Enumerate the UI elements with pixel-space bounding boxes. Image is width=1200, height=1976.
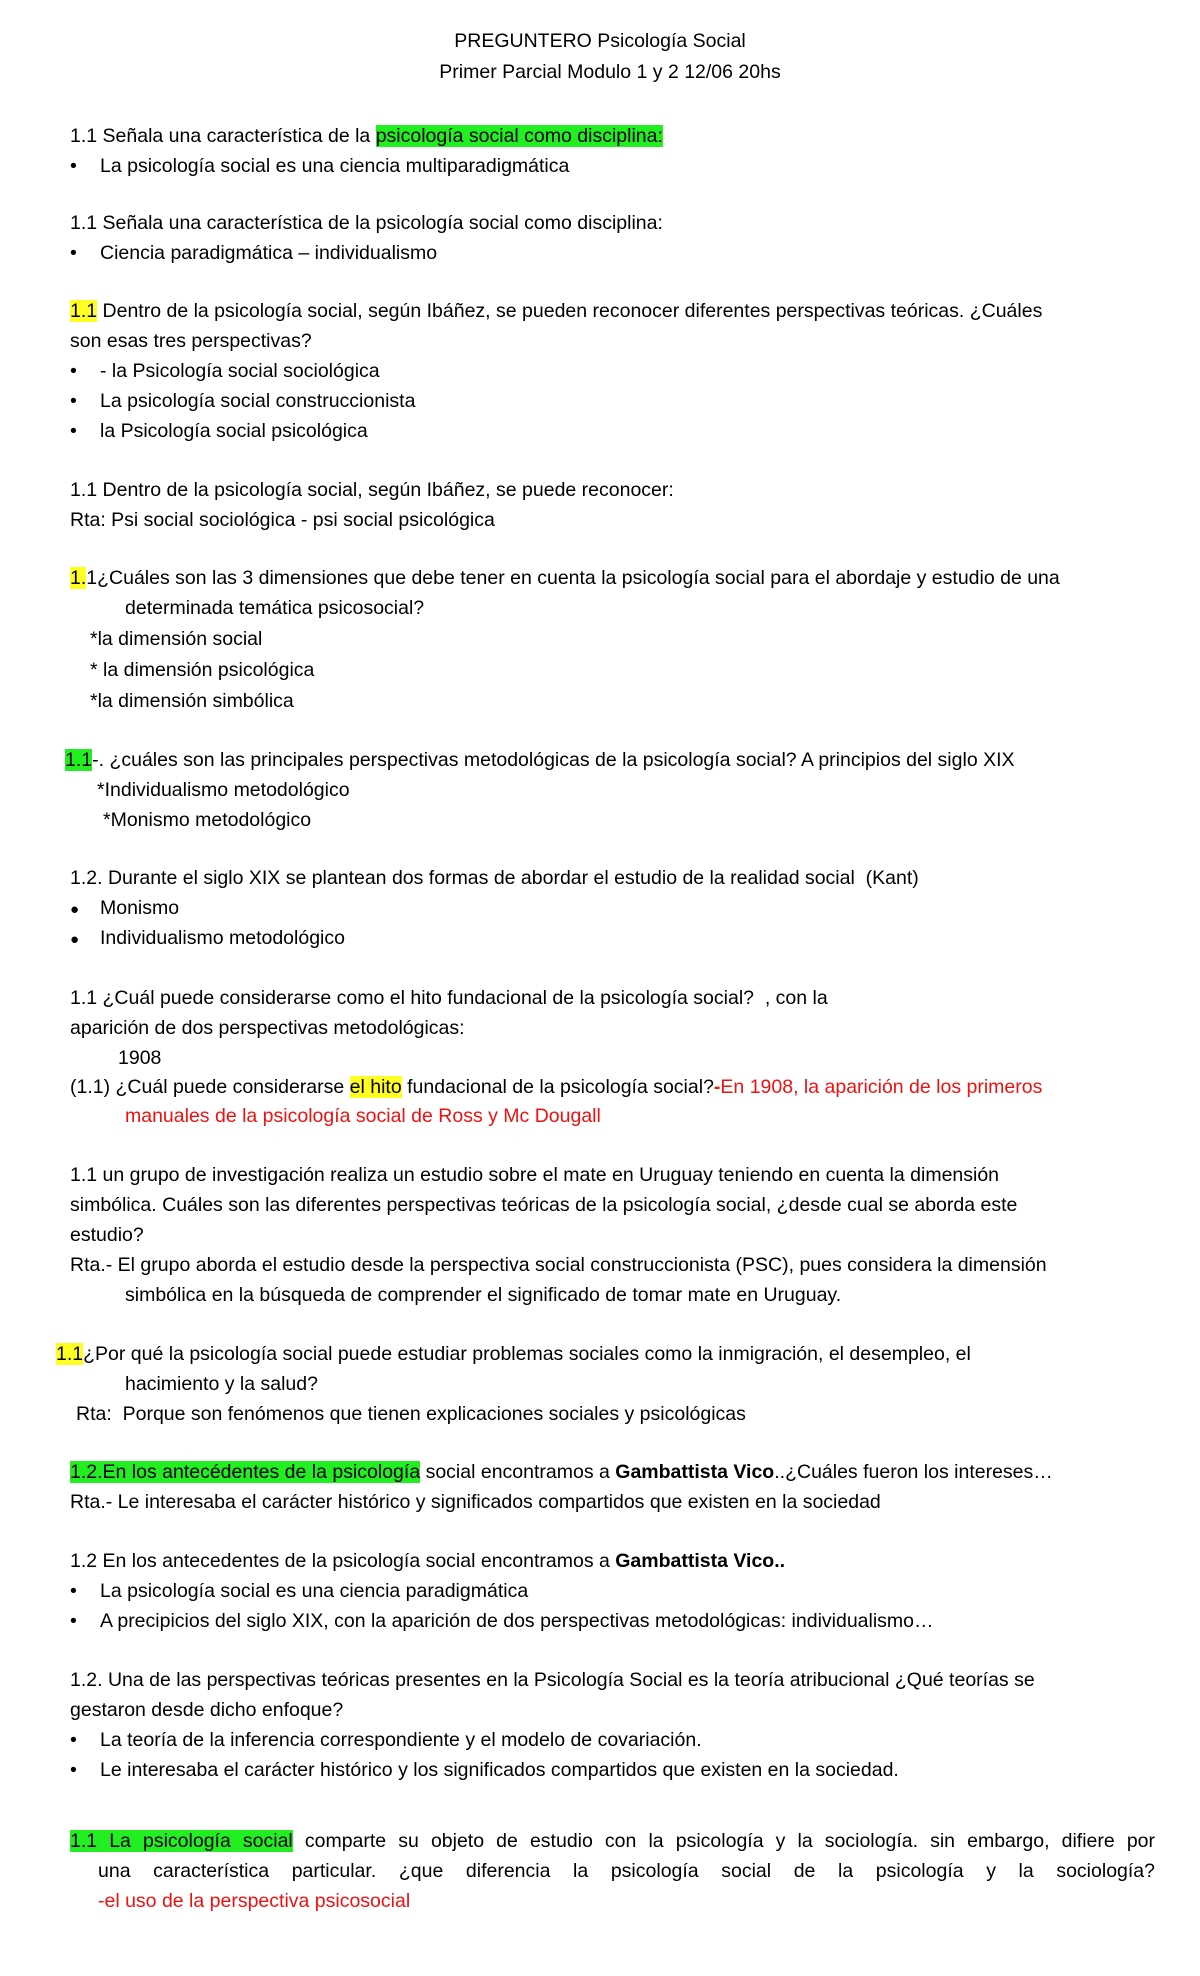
answer-text: Rta: Porque son fenómenos que tienen explicaciones sociales y psicológicas: [76, 1403, 746, 1425]
question-2: 1.1 Señala una característica de la psicología social como disciplina:: [70, 212, 663, 234]
answer-item: *la dimensión simbólica: [90, 690, 294, 712]
question-5-line-2: determinada temática psicosocial?: [125, 597, 425, 619]
question-8-line-2: aparición de dos perspectivas metodológicas:: [70, 1017, 465, 1039]
answer-text: 1908: [118, 1047, 162, 1069]
highlight-yellow: 1.1: [56, 1343, 84, 1365]
answer-bullet: • La psicología social es una ciencia paradigmática: [70, 1580, 529, 1602]
question-11-line-2: hacimiento y la salud?: [125, 1373, 318, 1395]
document-title: PREGUNTERO Psicología Social: [454, 30, 746, 52]
question-10-line-2: simbólica. Cuáles son las diferentes perspectivas teóricas de la psicología social, ¿desde cual se aborda este: [70, 1194, 1018, 1216]
highlight-green: 1.1: [65, 749, 93, 771]
answer-red: manuales de la psicología social de Ross y Mc Dougall: [125, 1105, 601, 1127]
answer-text: Rta.- Le interesaba el carácter histórico y significados compartidos que existen en la sociedad: [70, 1491, 881, 1513]
answer-bullet: • Le interesaba el carácter histórico y los significados compartidos que existen en la sociedad.: [70, 1759, 899, 1781]
answer-bullet: • - la Psicología social sociológica: [70, 360, 380, 382]
highlight-green: 1.1 La psicología social: [70, 1830, 293, 1852]
question-15: 1.1 La psicología social comparte su objeto de estudio con la psicología y la sociología. sin embargo, difiere por: [70, 1830, 1155, 1852]
highlight-yellow: 1.: [70, 567, 87, 589]
question-6: 1.1-. ¿cuáles son las principales perspectivas metodológicas de la psicología social? A principios del siglo XIX: [65, 749, 1015, 771]
answer-item: *la dimensión social: [90, 628, 263, 650]
question-13: 1.2 En los antecedentes de la psicología social encontramos a Gambattista Vico..: [70, 1550, 786, 1572]
highlight-green: psicología social como disciplina:: [375, 125, 663, 147]
answer-bullet: ● Individualismo metodológico: [70, 927, 345, 949]
question-15-line-2: una característica particular. ¿que diferencia la psicología social de la psicología y la sociología?: [98, 1860, 1155, 1882]
answer-bullet: ● Monismo: [70, 897, 180, 919]
highlight-yellow: el hito: [349, 1076, 402, 1098]
answer-bullet: • La psicología social es una ciencia multiparadigmática: [70, 155, 570, 177]
question-5: 1.1¿Cuáles son las 3 dimensiones que debe tener en cuenta la psicología social para el abordaje y estudio de una: [70, 567, 1060, 589]
answer-red: -el uso de la perspectiva psicosocial: [98, 1890, 411, 1912]
question-3-line-2: son esas tres perspectivas?: [70, 330, 312, 352]
answer-text: Rta: Psi social sociológica - psi social psicológica: [70, 509, 495, 531]
answer-bullet: • Ciencia paradigmática – individualismo: [70, 242, 438, 264]
answer-red: En 1908, la aparición de los primeros: [720, 1076, 1043, 1098]
highlight-yellow: 1.1: [70, 300, 98, 322]
document-subtitle: Primer Parcial Modulo 1 y 2 12/06 20hs: [439, 61, 781, 83]
question-7: 1.2. Durante el siglo XIX se plantean dos formas de abordar el estudio de la realidad social (Kant): [70, 867, 919, 889]
answer-bullet: • La psicología social construccionista: [70, 390, 416, 412]
question-14: 1.2. Una de las perspectivas teóricas presentes en la Psicología Social es la teoría atribucional ¿Qué teorías se: [70, 1669, 1035, 1691]
answer-bullet: • la Psicología social psicológica: [70, 420, 368, 442]
question-8: 1.1 ¿Cuál puede considerarse como el hito fundacional de la psicología social? , con la: [70, 987, 828, 1009]
question-10-line-3: estudio?: [70, 1224, 144, 1246]
highlight-green: 1.2.En los antecédentes de la psicología: [70, 1461, 421, 1483]
question-12: 1.2.En los antecédentes de la psicología social encontramos a Gambattista Vico..¿Cuáles fueron los intereses…: [70, 1461, 1053, 1483]
answer-item: * la dimensión psicológica: [90, 659, 315, 681]
answer-item: *Individualismo metodológico: [97, 779, 350, 801]
answer-item: *Monismo metodológico: [103, 809, 312, 831]
question-3: 1.1 Dentro de la psicología social, según Ibáñez, se pueden reconocer diferentes perspectivas teóricas. ¿Cuáles: [70, 300, 1043, 322]
question-4: 1.1 Dentro de la psicología social, según Ibáñez, se puede reconocer:: [70, 479, 674, 501]
question-11: 1.1¿Por qué la psicología social puede estudiar problemas sociales como la inmigración, el desempleo, el: [56, 1343, 971, 1365]
question-10: 1.1 un grupo de investigación realiza un estudio sobre el mate en Uruguay teniendo en cuenta la dimensión: [70, 1164, 1000, 1186]
question-14-line-2: gestaron desde dicho enfoque?: [70, 1699, 344, 1721]
question-9: (1.1) ¿Cuál puede considerarse el hito fundacional de la psicología social?-En 1908, la aparición de los primeros: [70, 1076, 1043, 1098]
answer-text-line-2: simbólica en la búsqueda de comprender el significado de tomar mate en Uruguay.: [125, 1284, 842, 1306]
answer-text: Rta.- El grupo aborda el estudio desde la perspectiva social construccionista (PSC), pues considera la dimensión: [70, 1254, 1047, 1276]
answer-bullet: • La teoría de la inferencia correspondiente y el modelo de covariación.: [70, 1729, 702, 1751]
question-1: 1.1 Señala una característica de la psicología social como disciplina:: [70, 125, 663, 147]
answer-bullet: • A precipicios del siglo XIX, con la aparición de dos perspectivas metodológicas: individualismo…: [70, 1610, 934, 1632]
